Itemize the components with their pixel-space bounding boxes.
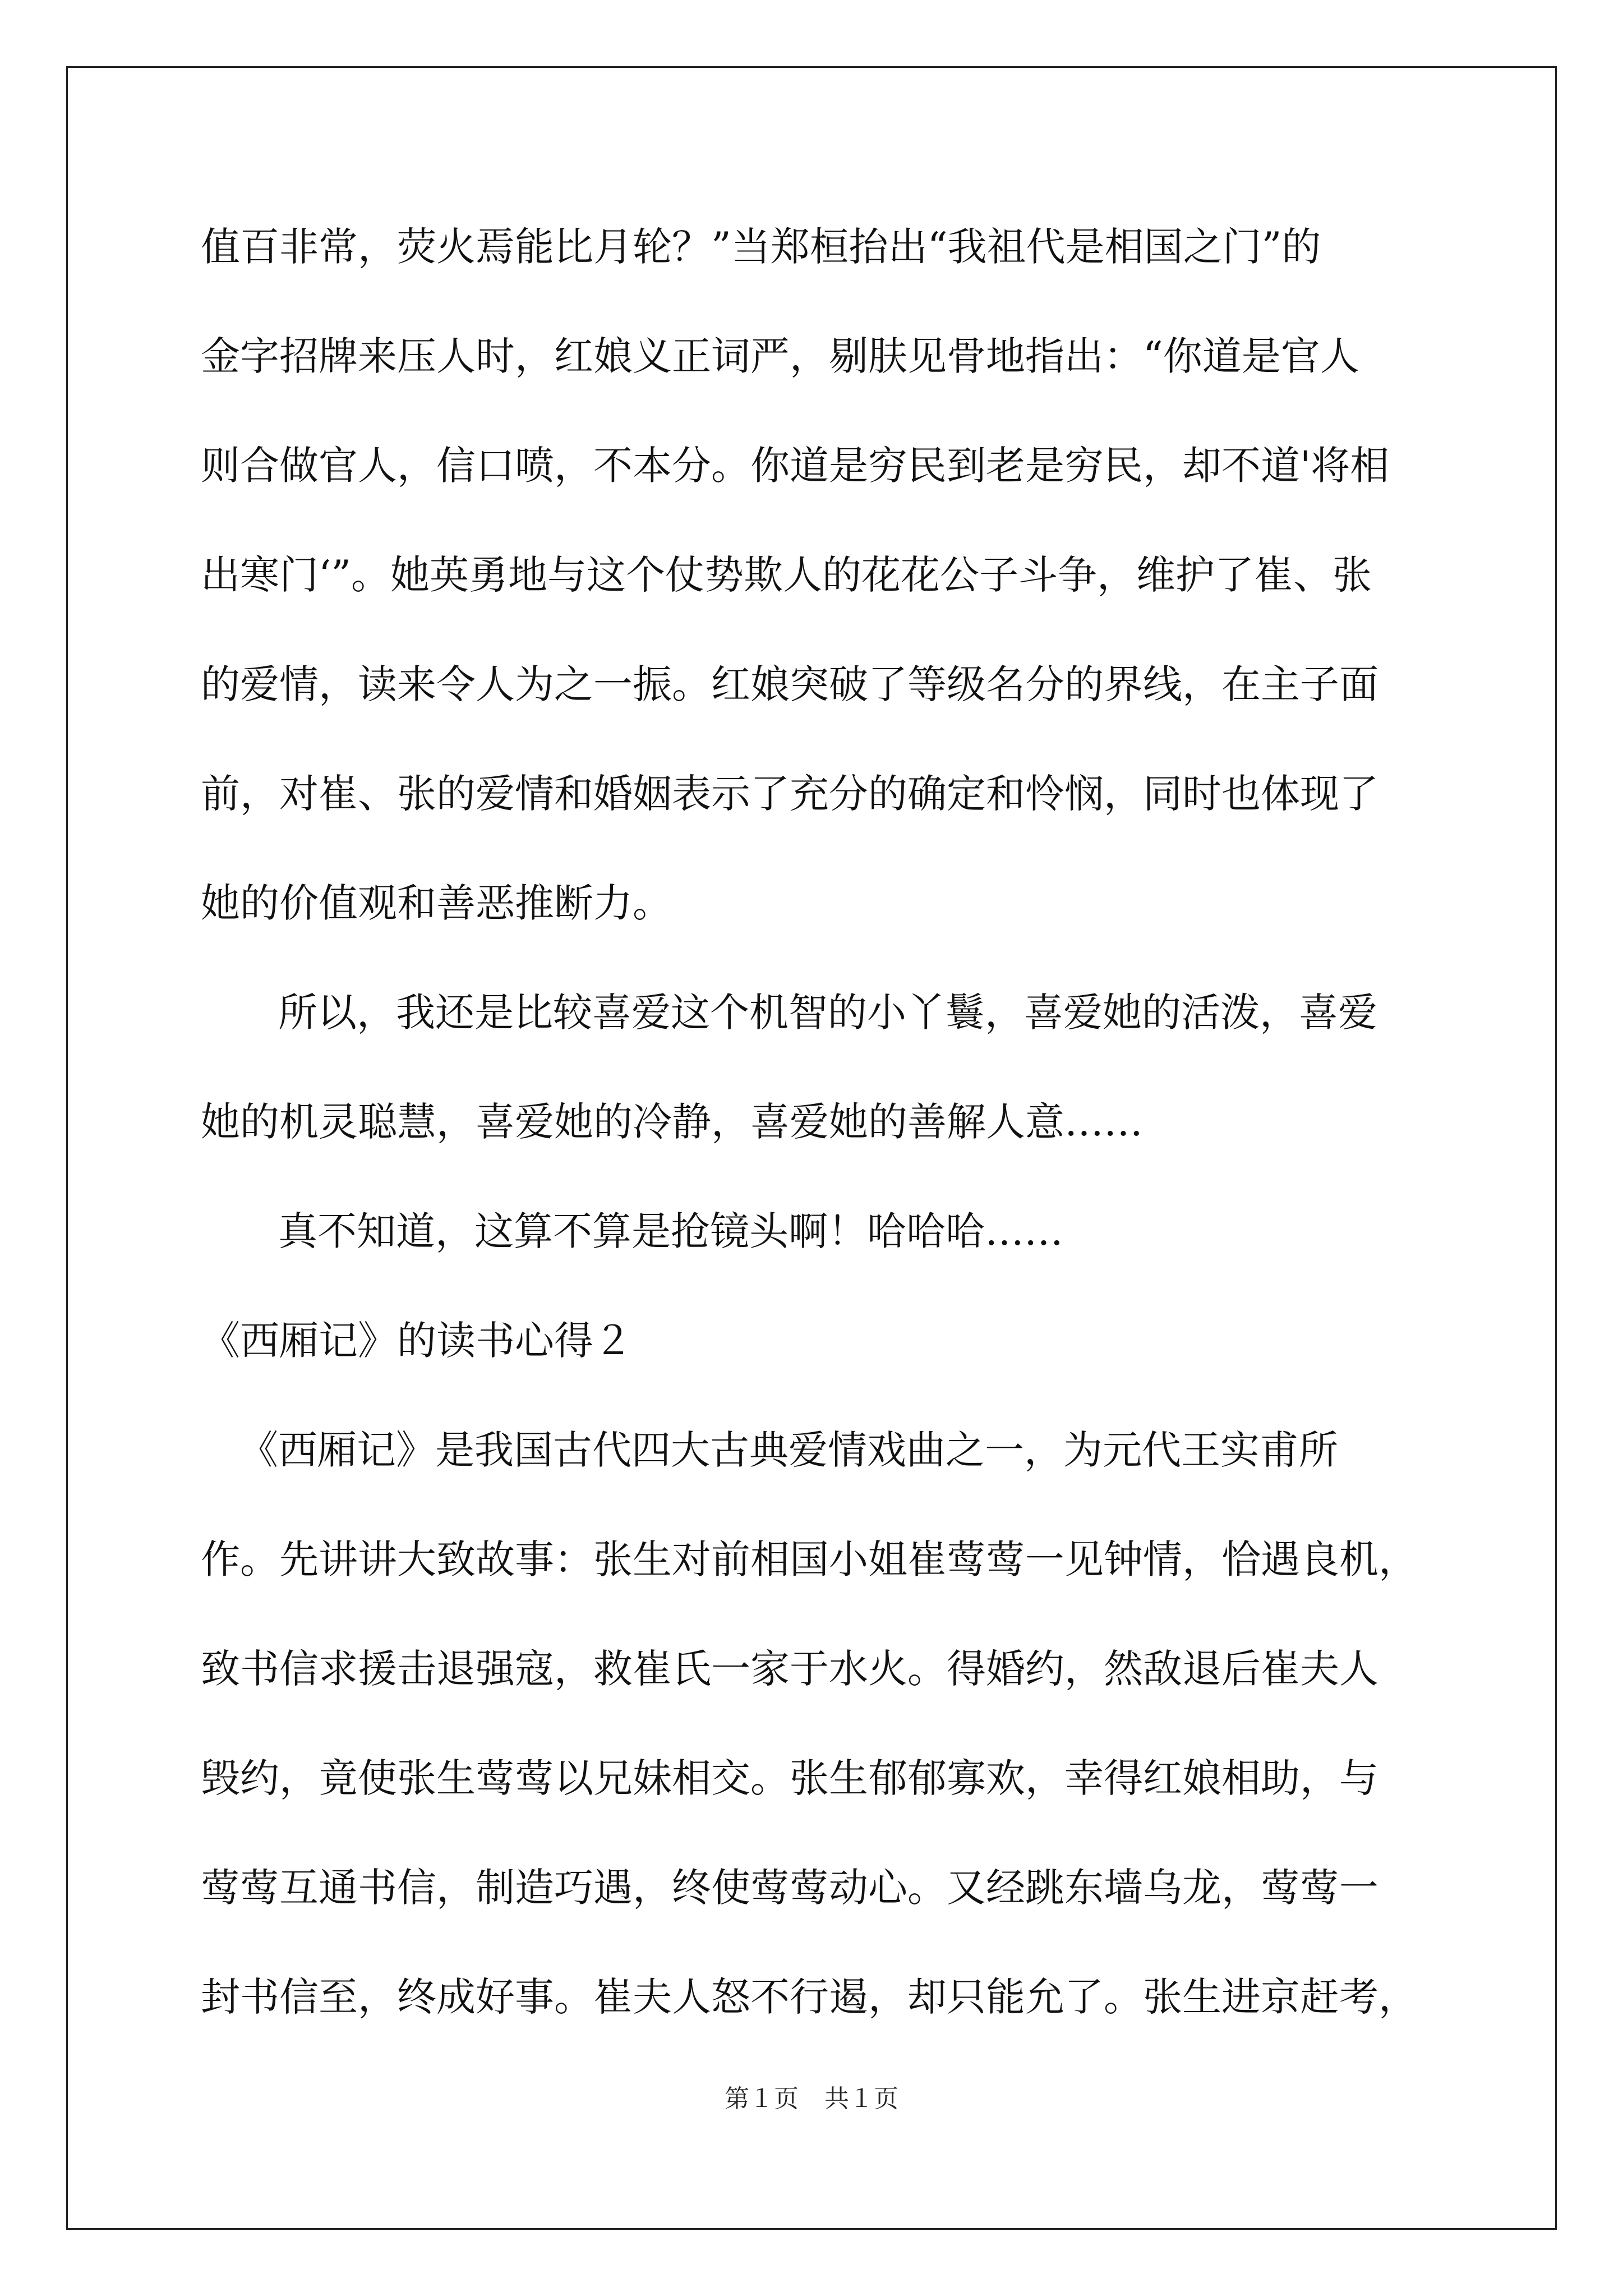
text-line-6: 前，对崔、张的爱情和婚姻表示了充分的确定和怜悯，同时也体现了 [201,771,1378,817]
text-line-12: 《西厢记》是我国古代四大古典爱情戏曲之一，为元代王实甫所 [239,1427,1338,1473]
text-line-15: 毁约，竟使张生莺莺以兄妹相交。张生郁郁寡欢，幸得红娘相助，与 [201,1755,1378,1801]
page-footer [0,2082,1623,2116]
text-line-5: 的爱情，读来令人为之一振。红娘突破了等级名分的界线，在主子面 [201,661,1378,707]
text-line-14: 致书信求援击退强寇，救崔氏一家于水火。得婚约，然敌退后崔夫人 [201,1646,1378,1692]
section-heading: 《西厢记》的读书心得２ [201,1318,633,1364]
text-line-1: 值百非常，荧火焉能比月轮？”当郑桓抬出“我祖代是相国之门”的 [201,224,1321,270]
text-line-13: 作。先讲讲大致故事：张生对前相国小姐崔莺莺一见钟情，恰遇良机， [201,1536,1418,1582]
text-line-4: 出寒门‘”。她英勇地与这个仗势欺人的花花公子斗争，维护了崔、张 [201,552,1372,598]
page-number: 第１页 [725,2085,799,2113]
text-line-16: 莺莺互通书信，制造巧遇，终使莺莺动心。又经跳东墙乌龙，莺莺一 [201,1865,1378,1911]
text-line-7: 她的价值观和善恶推断力。 [201,880,672,926]
text-line-17: 封书信至，终成好事。崔夫人怒不行遏，却只能允了。张生进京赶考， [201,1974,1418,2020]
text-line-10: 真不知道，这算不算是抢镜头啊！哈哈哈…… [278,1208,1063,1254]
text-line-8: 所以，我还是比较喜爱这个机智的小丫鬟，喜爱她的活泼，喜爱 [278,990,1377,1036]
text-line-9: 她的机灵聪慧，喜爱她的冷静，喜爱她的善解人意…… [201,1099,1143,1145]
text-line-2: 金字招牌来压人时，红娘义正词严，剔肤见骨地指出：“你道是官人 [201,333,1359,379]
text-line-3: 则合做官人，信口喷，不本分。你道是穷民到老是穷民，却不道'将相 [201,443,1390,489]
page-total: 共１页 [824,2085,898,2113]
